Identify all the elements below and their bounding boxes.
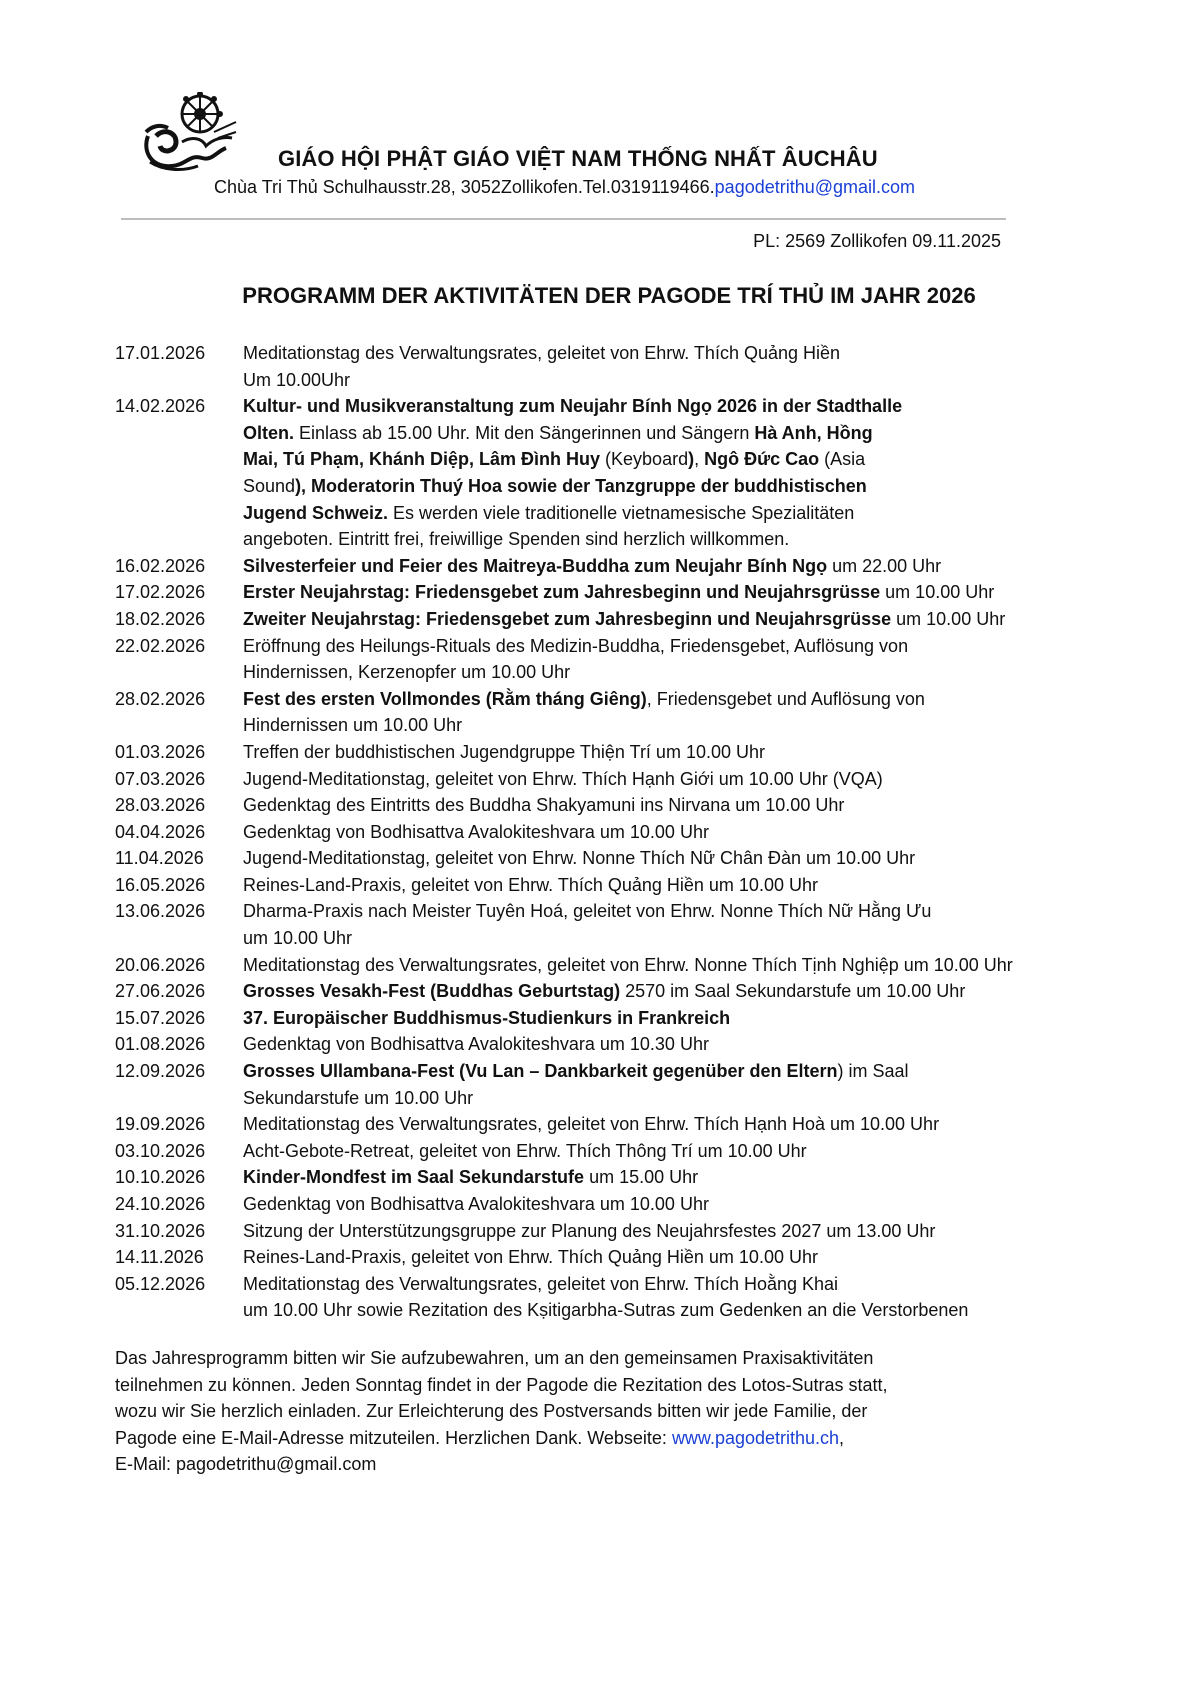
event-line: [243, 792, 1123, 819]
event-row: [115, 1005, 1135, 1032]
event-text-bold: Hà Anh, Hồng: [754, 422, 873, 443]
event-description: [243, 872, 1123, 899]
event-text-bold: Olten.: [243, 422, 295, 443]
event-row: [115, 1058, 1135, 1111]
event-description: [243, 845, 1123, 872]
event-line: [243, 367, 1123, 394]
event-description: [243, 1111, 1123, 1138]
event-text: Jugend-Meditationstag, geleitet von Ehrw. Thích Hạnh Giới um 10.00 Uhr (VQA): [243, 768, 883, 789]
event-line: [243, 1058, 1123, 1085]
event-description: [243, 393, 1123, 553]
event-description: [243, 1244, 1123, 1271]
event-line: [243, 819, 1123, 846]
event-date: 12.09.2026: [115, 1061, 206, 1082]
event-description: [243, 1191, 1123, 1218]
event-row: [115, 766, 1135, 793]
event-text: Eröffnung des Heilungs-Rituals des Medizin-Buddha, Friedensgebet, Auflösung von: [243, 635, 909, 656]
event-description: [243, 579, 1123, 606]
event-text: Meditationstag des Verwaltungsrates, geleitet von Ehrw. Thích Hoằng Khai: [243, 1273, 839, 1294]
event-line: [243, 1031, 1123, 1058]
event-row: [115, 792, 1135, 819]
event-line: [243, 526, 1123, 553]
event-line: [243, 686, 1123, 713]
event-date: 15.07.2026: [115, 1007, 206, 1028]
footer-line: [115, 1425, 1015, 1452]
event-row: [115, 819, 1135, 846]
event-date: 10.10.2026: [115, 1167, 206, 1188]
event-text: Um 10.00Uhr: [243, 369, 351, 390]
event-date: 11.04.2026: [115, 848, 204, 869]
footer-line: Das Jahresprogramm bitten wir Sie aufzubewahren, um an den gemeinsamen Praxisaktivitäten: [115, 1348, 874, 1368]
event-text: (Keyboard: [600, 449, 689, 470]
event-text-bold: Kultur- und Musikveranstaltung zum Neujahr Bính Ngọ 2026 in der Stadthalle: [243, 396, 903, 417]
event-row: [115, 1271, 1135, 1324]
event-text: Dharma-Praxis nach Meister Tuyên Hoá, geleitet von Ehrw. Nonne Thích Nữ Hằng Ưu: [243, 901, 932, 922]
event-text: Meditationstag des Verwaltungsrates, geleitet von Ehrw. Thích Quảng Hiền: [243, 343, 841, 363]
document-date: PL: 2569 Zollikofen 09.11.2025: [753, 231, 1001, 251]
event-date: 17.02.2026: [115, 582, 206, 603]
event-line: [243, 872, 1123, 899]
event-row: [115, 606, 1135, 633]
website-link[interactable]: www.pagodetrithu.ch: [671, 1427, 840, 1448]
event-row: [115, 1031, 1135, 1058]
event-row: [115, 1244, 1135, 1271]
event-line: [243, 1138, 1123, 1165]
event-text: Gedenktag von Bodhisattva Avalokiteshvara um 10.00 Uhr: [243, 821, 709, 842]
event-description: [243, 553, 1123, 580]
event-row: [115, 686, 1135, 739]
event-text: ) im Saal: [837, 1061, 909, 1082]
event-row: [115, 633, 1135, 686]
event-text-bold: 37. Europäischer Buddhismus-Studienkurs in Frankreich: [243, 1007, 731, 1028]
event-description: [243, 1138, 1123, 1165]
event-row: [115, 952, 1135, 979]
footer-line: teilnehmen zu können. Jeden Sonntag findet in der Pagode die Rezitation des Lotos-Sutras statt,: [115, 1374, 888, 1395]
event-text: Jugend-Meditationstag, geleitet von Ehrw. Nonne Thích Nữ Chân Đàn um 10.00 Uhr: [243, 848, 916, 869]
event-text: Sound: [243, 475, 296, 496]
event-description: [243, 739, 1123, 766]
event-row: [115, 872, 1135, 899]
event-text: Meditationstag des Verwaltungsrates, geleitet von Ehrw. Thích Hạnh Hoà um 10.00 Uhr: [243, 1114, 940, 1135]
event-line: [243, 579, 1123, 606]
event-date: 04.04.2026: [115, 821, 206, 842]
event-line: [243, 1244, 1123, 1271]
event-date: 27.06.2026: [115, 981, 206, 1002]
event-text: ,: [694, 449, 705, 470]
event-line: [243, 1111, 1123, 1138]
event-description: [243, 978, 1123, 1005]
event-row: [115, 1164, 1135, 1191]
event-date: 28.03.2026: [115, 795, 206, 816]
event-line: [243, 1164, 1123, 1191]
event-line: [243, 473, 1123, 500]
event-date: 13.06.2026: [115, 901, 206, 922]
event-text-bold: Grosses Ullambana-Fest (Vu Lan – Dankbarkeit gegenüber den Eltern: [243, 1061, 838, 1082]
event-description: [243, 792, 1123, 819]
event-line: [243, 446, 1123, 473]
event-text: um 10.00 Uhr: [880, 582, 995, 603]
event-text: Acht-Gebote-Retreat, geleitet von Ehrw. Thích Thông Trí um 10.00 Uhr: [243, 1140, 807, 1161]
footer-email: E-Mail: pagodetrithu@gmail.com: [115, 1454, 377, 1474]
event-row: [115, 739, 1135, 766]
event-text: um 22.00 Uhr: [827, 555, 942, 576]
event-description: [243, 340, 1123, 393]
event-text: um 10.00 Uhr: [243, 928, 353, 949]
event-line: [243, 1297, 1123, 1324]
event-text: Gedenktag des Eintritts des Buddha Shakyamuni ins Nirvana um 10.00 Uhr: [243, 795, 845, 816]
event-text: Gedenktag von Bodhisattva Avalokiteshvara um 10.00 Uhr: [243, 1194, 709, 1214]
event-description: [243, 766, 1123, 793]
event-text: Reines-Land-Praxis, geleitet von Ehrw. Thích Quảng Hiền um 10.00 Uhr: [243, 1247, 818, 1268]
event-date: 31.10.2026: [115, 1220, 206, 1241]
event-text: Hindernissen, Kerzenopfer um 10.00 Uhr: [243, 662, 571, 683]
event-date: 05.12.2026: [115, 1273, 206, 1294]
event-line: [243, 845, 1123, 872]
event-text: Einlass ab 15.00 Uhr. Mit den Sängerinnen und Sängern: [294, 422, 755, 443]
event-line: [243, 1085, 1123, 1112]
event-text: , Friedensgebet und Auflösung von: [646, 688, 925, 709]
event-date: 01.03.2026: [115, 741, 206, 762]
event-line: [243, 340, 1123, 367]
event-row: [115, 1138, 1135, 1165]
page-title: PROGRAMM DER AKTIVITÄTEN DER PAGODE TRÍ THỦ IM JAHR 2026: [242, 283, 976, 308]
footer-line-suffix: ,: [839, 1427, 845, 1448]
event-row: [115, 1191, 1135, 1218]
footer-line-prefix: Pagode eine E-Mail-Adresse mitzuteilen. Herzlichen Dank. Webseite:: [115, 1427, 672, 1448]
event-line: [243, 500, 1123, 527]
event-line: [243, 952, 1123, 979]
event-line: [243, 978, 1123, 1005]
event-description: [243, 1005, 1123, 1032]
event-description: [243, 898, 1123, 951]
event-description: [243, 1218, 1123, 1245]
event-row: [115, 340, 1135, 393]
event-date: 14.02.2026: [115, 396, 206, 417]
event-text-bold: Jugend Schweiz.: [243, 502, 389, 523]
event-date: 16.05.2026: [115, 874, 206, 895]
event-row: [115, 579, 1135, 606]
event-description: [243, 1058, 1123, 1111]
event-line: [243, 633, 1123, 660]
event-text-bold: Ngô Đức Cao: [704, 449, 820, 470]
event-text-bold: Fest des ersten Vollmondes (Rằm tháng Giêng): [243, 688, 647, 709]
event-text: Hindernissen um 10.00 Uhr: [243, 715, 463, 736]
event-text: 2570 im Saal Sekundarstufe um 10.00 Uhr: [620, 981, 966, 1002]
footer-line: wozu wir Sie herzlich einladen. Zur Erleichterung des Postversands bitten wir jede Familie, der: [115, 1401, 868, 1421]
event-line: [243, 1191, 1123, 1218]
event-date: 28.02.2026: [115, 688, 206, 709]
event-text: Treffen der buddhistischen Jugendgruppe Thiện Trí um 10.00 Uhr: [243, 741, 765, 762]
event-date: 19.09.2026: [115, 1114, 206, 1135]
address-text: Chùa Tri Thủ Schulhausstr.28, 3052Zollikofen.Tel.0319119466.: [214, 177, 715, 197]
event-date: 22.02.2026: [115, 635, 206, 656]
event-text: um 10.00 Uhr: [891, 608, 1006, 629]
event-text: (Asia: [819, 449, 866, 470]
event-description: [243, 1031, 1123, 1058]
event-list: [115, 340, 1135, 1324]
dharma-wheel-logo-icon: [142, 92, 238, 174]
event-date: 20.06.2026: [115, 954, 206, 975]
event-text-bold: Grosses Vesakh-Fest (Buddhas Geburtstag): [243, 981, 621, 1002]
event-line: [243, 1218, 1123, 1245]
event-line: [243, 898, 1123, 925]
event-text: um 15.00 Uhr: [584, 1167, 699, 1188]
header-email-link[interactable]: pagodetrithu@gmail.com: [714, 177, 916, 197]
event-row: [115, 1218, 1135, 1245]
address-line: [214, 177, 915, 198]
event-text: angeboten. Eintritt frei, freiwillige Spenden sind herzlich willkommen.: [243, 529, 790, 550]
event-description: [243, 606, 1123, 633]
event-date: 01.08.2026: [115, 1034, 206, 1055]
event-date: 18.02.2026: [115, 608, 206, 629]
event-description: [243, 686, 1123, 739]
event-line: [243, 553, 1123, 580]
event-text: Es werden viele traditionelle vietnamesische Spezialitäten: [388, 502, 855, 523]
event-text: Meditationstag des Verwaltungsrates, geleitet von Ehrw. Nonne Thích Tịnh Nghiệp um 10.00 Uhr: [243, 954, 1013, 975]
event-description: [243, 819, 1123, 846]
event-text: Gedenktag von Bodhisattva Avalokiteshvara um 10.30 Uhr: [243, 1034, 709, 1055]
event-description: [243, 1271, 1123, 1324]
event-line: [243, 393, 1123, 420]
event-line: [243, 659, 1123, 686]
event-text-bold: Kinder-Mondfest im Saal Sekundarstufe: [243, 1167, 585, 1188]
event-text: Reines-Land-Praxis, geleitet von Ehrw. Thích Quảng Hiền um 10.00 Uhr: [243, 874, 818, 895]
event-line: [243, 712, 1123, 739]
event-description: [243, 1164, 1123, 1191]
event-text: Sitzung der Unterstützungsgruppe zur Planung des Neujahrsfestes 2027 um 13.00 Uhr: [243, 1220, 936, 1241]
header-divider: [121, 218, 1006, 220]
event-text-bold: Erster Neujahrstag: Friedensgebet zum Jahresbeginn und Neujahrsgrüsse: [243, 582, 881, 603]
event-description: [243, 952, 1123, 979]
event-row: [115, 898, 1135, 951]
event-text-bold: Mai, Tú Phạm, Khánh Diệp, Lâm Đình Huy: [243, 449, 601, 470]
event-line: [243, 420, 1123, 447]
event-row: [115, 393, 1135, 553]
event-line: [243, 606, 1123, 633]
event-description: [243, 633, 1123, 686]
event-row: [115, 1111, 1135, 1138]
event-line: [243, 739, 1123, 766]
event-date: 07.03.2026: [115, 768, 206, 789]
event-date: 14.11.2026: [115, 1247, 204, 1268]
event-text: Sekundarstufe um 10.00 Uhr: [243, 1087, 474, 1108]
event-line: [243, 1005, 1123, 1032]
event-date: 24.10.2026: [115, 1194, 206, 1214]
event-line: [243, 766, 1123, 793]
event-row: [115, 978, 1135, 1005]
event-text: um 10.00 Uhr sowie Rezitation des Kṣitigarbha-Sutras zum Gedenken an die Verstorbenen: [243, 1300, 969, 1321]
event-line: [243, 925, 1123, 952]
event-date: 17.01.2026: [115, 343, 206, 363]
event-date: 16.02.2026: [115, 555, 206, 576]
event-row: [115, 553, 1135, 580]
event-text-bold: Zweiter Neujahrstag: Friedensgebet zum Jahresbeginn und Neujahrsgrüsse: [243, 608, 892, 629]
event-line: [243, 1271, 1123, 1298]
footer-note: [115, 1345, 1015, 1478]
event-text-bold: Silvesterfeier und Feier des Maitreya-Buddha zum Neujahr Bính Ngọ: [243, 555, 828, 576]
event-text-bold: ), Moderatorin Thuý Hoa sowie der Tanzgruppe der buddhistischen: [295, 475, 867, 496]
event-text-bold: ): [688, 449, 695, 470]
organization-name: GIÁO HỘI PHẬT GIÁO VIỆT NAM THỐNG NHẤT ÂUCHÂU: [278, 146, 878, 171]
event-row: [115, 845, 1135, 872]
event-date: 03.10.2026: [115, 1140, 206, 1161]
